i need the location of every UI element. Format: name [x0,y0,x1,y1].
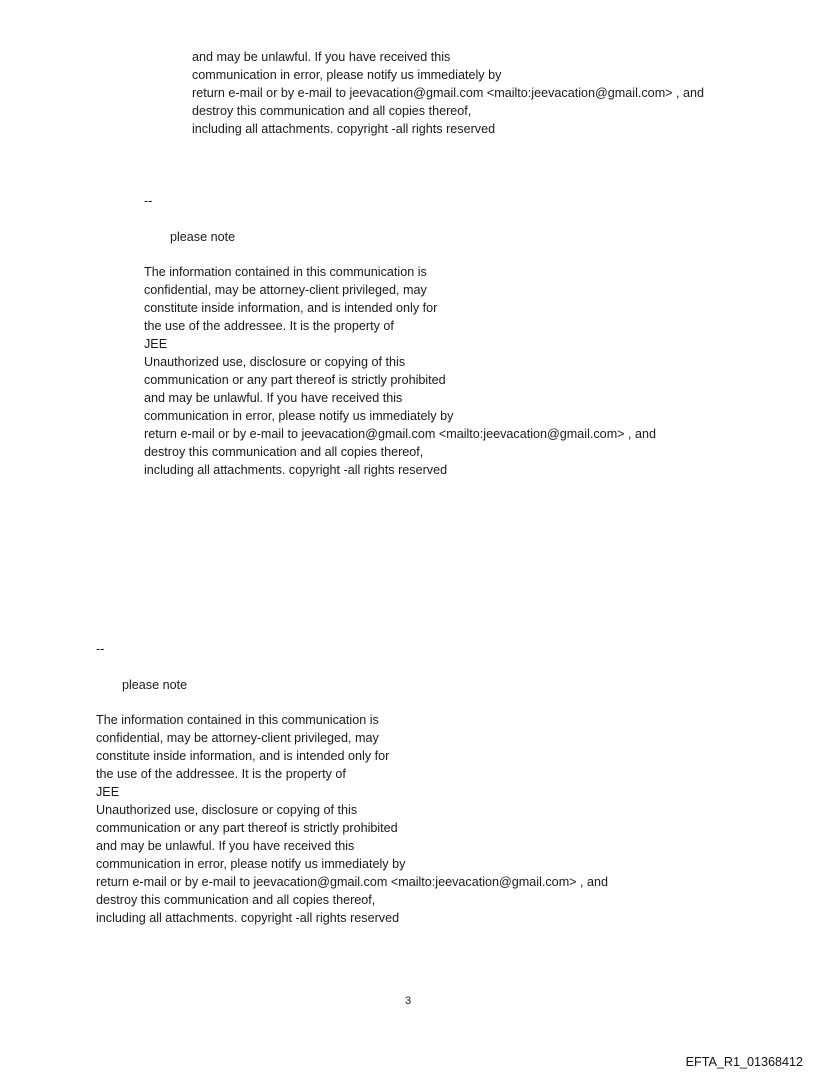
disclaimer-line: communication or any part thereof is strictly prohibited [144,373,446,387]
disclaimer-line: communication in error, please notify us immediately by [144,409,454,423]
disclaimer-line: including all attachments. copyright -all rights reserved [192,122,496,136]
disclaimer-line: constitute inside information, and is intended only for [96,749,390,763]
disclaimer-line: Unauthorized use, disclosure or copying of this [96,803,358,817]
disclaimer-line: the use of the addressee. It is the property of [144,319,394,333]
top-disclaimer-block [192,48,704,138]
disclaimer-line: and may be unlawful. If you have received this [192,50,451,64]
disclaimer-line: Unauthorized use, disclosure or copying of this [144,355,406,369]
disclaimer-line: communication in error, please notify us immediately by [96,857,406,871]
disclaimer-line: confidential, may be attorney-client privileged, may [144,283,427,297]
bottom-separator: -- [96,642,105,656]
disclaimer-line: return e-mail or by e-mail to jeevacation@gmail.com <mailto:jeevacation@gmail.com> , and [96,875,609,889]
disclaimer-line: including all attachments. copyright -all rights reserved [144,463,448,477]
page-number: 3 [404,995,412,1007]
middle-please-note: please note [170,230,236,244]
disclaimer-line: communication or any part thereof is strictly prohibited [96,821,398,835]
bates-number: EFTA_R1_01368412 [685,1055,803,1069]
middle-separator: -- [144,194,153,208]
bottom-disclaimer-block [96,711,608,927]
disclaimer-line: destroy this communication and all copies thereof, [144,445,424,459]
bottom-please-note: please note [122,678,188,692]
disclaimer-line: JEE [144,337,168,351]
disclaimer-line: destroy this communication and all copies thereof, [96,893,376,907]
middle-disclaimer-block [144,263,656,479]
disclaimer-line: including all attachments. copyright -all rights reserved [96,911,400,925]
disclaimer-line: JEE [96,785,120,799]
disclaimer-line: the use of the addressee. It is the property of [96,767,346,781]
disclaimer-line: confidential, may be attorney-client privileged, may [96,731,379,745]
disclaimer-line: The information contained in this communication is [96,713,379,727]
disclaimer-line: communication in error, please notify us immediately by [192,68,502,82]
disclaimer-line: and may be unlawful. If you have received this [96,839,355,853]
disclaimer-line: destroy this communication and all copies thereof, [192,104,472,118]
disclaimer-line: The information contained in this communication is [144,265,427,279]
disclaimer-line: and may be unlawful. If you have received this [144,391,403,405]
disclaimer-line: constitute inside information, and is intended only for [144,301,438,315]
disclaimer-line: return e-mail or by e-mail to jeevacation@gmail.com <mailto:jeevacation@gmail.com> , and [144,427,657,441]
disclaimer-line: return e-mail or by e-mail to jeevacation@gmail.com <mailto:jeevacation@gmail.com> , and [192,86,705,100]
